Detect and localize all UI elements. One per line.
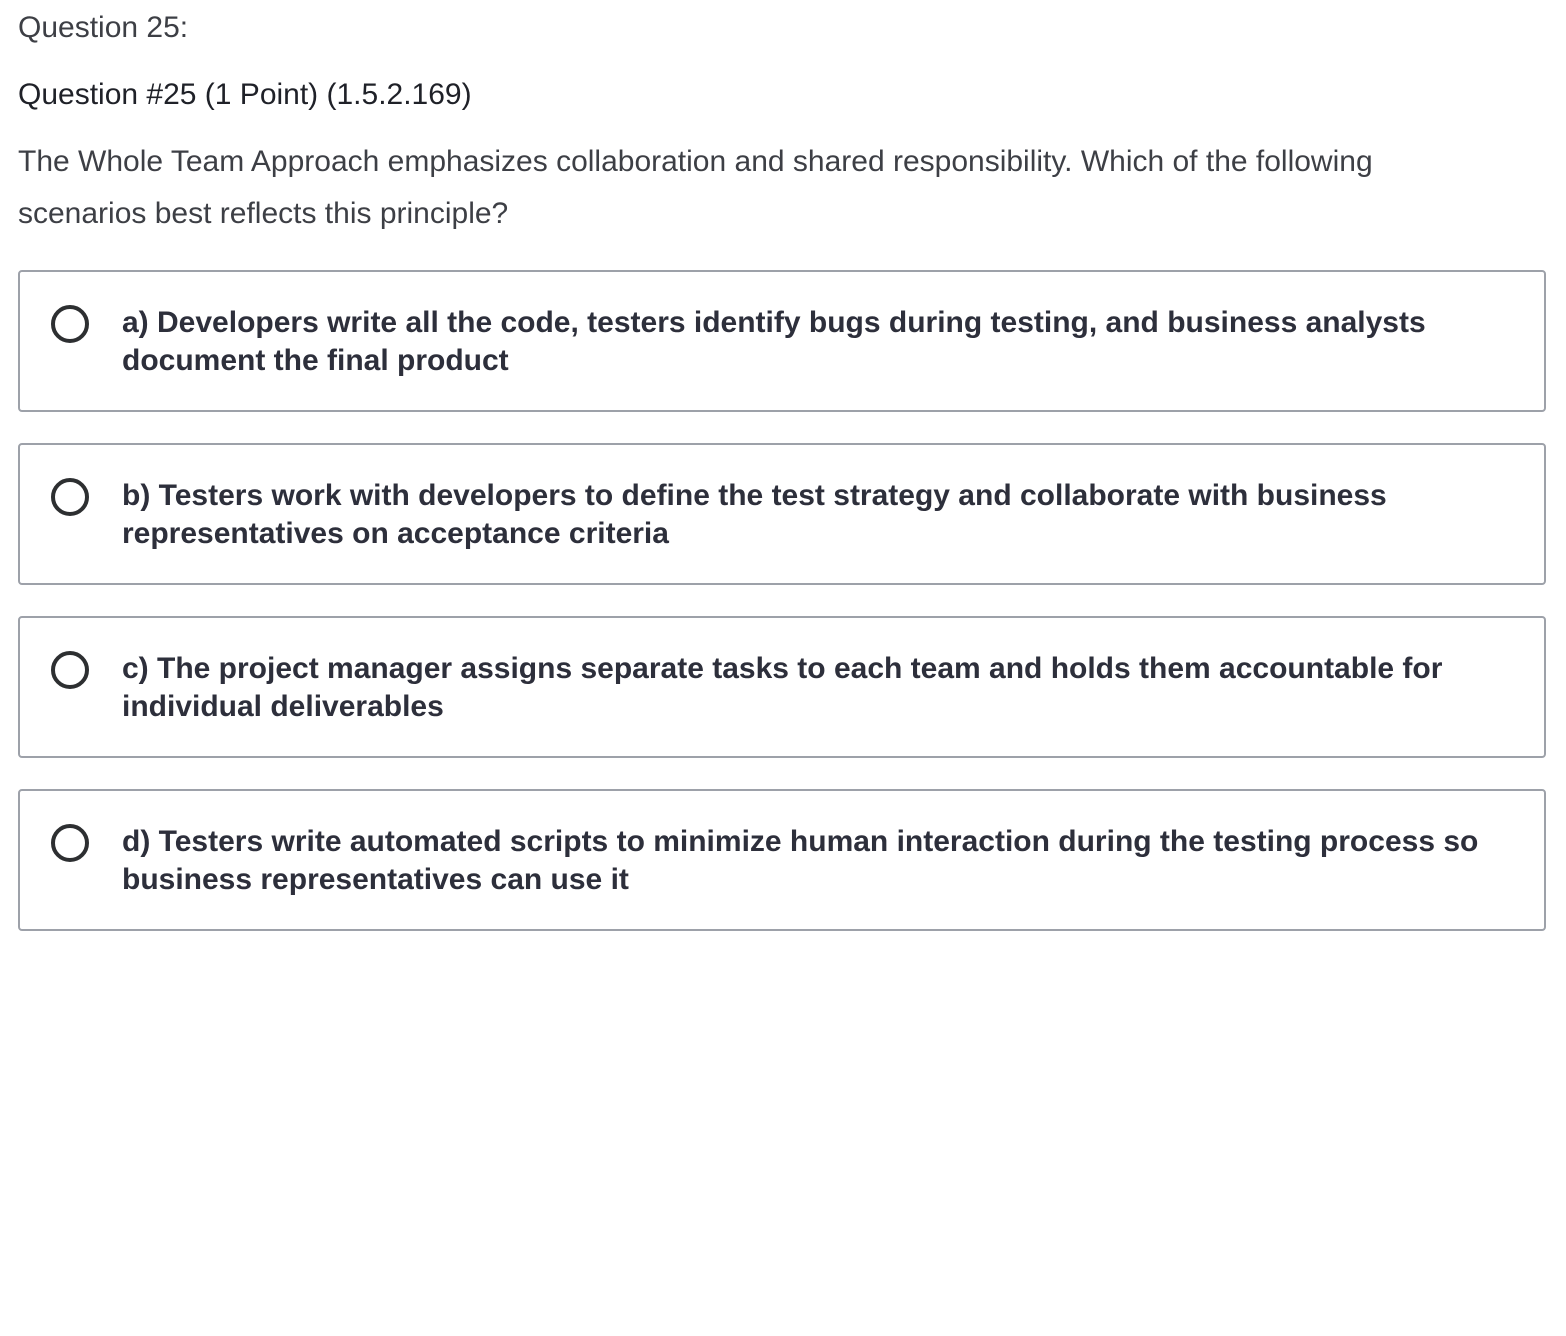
option-d-label: d) Testers write automated scripts to minimize human interaction during the testing process so business representatives can use it — [122, 825, 1479, 896]
option-b[interactable] — [18, 443, 1546, 585]
radio-button-a[interactable] — [51, 305, 89, 343]
radio-button-b[interactable] — [51, 478, 89, 516]
option-c[interactable] — [18, 616, 1546, 758]
question-id: Question #25 (1 Point) (1.5.2.169) — [18, 78, 472, 111]
question-number: Question 25: — [18, 11, 189, 44]
option-a[interactable] — [18, 270, 1546, 412]
option-c-label: c) The project manager assigns separate tasks to each team and holds them accountable for individual deliverables — [122, 652, 1443, 723]
radio-button-c[interactable] — [51, 651, 89, 689]
answer-options — [18, 270, 1546, 962]
option-a-label: a) Developers write all the code, testers identify bugs during testing, and business analysts document the final product — [122, 306, 1426, 377]
question-text: The Whole Team Approach emphasizes collaboration and shared responsibility. Which of the following scenarios best reflects this principle? — [18, 145, 1373, 230]
radio-button-d[interactable] — [51, 824, 89, 862]
option-b-label: b) Testers work with developers to define the test strategy and collaborate with business representatives on acceptance criteria — [122, 479, 1387, 550]
option-d[interactable] — [18, 789, 1546, 931]
